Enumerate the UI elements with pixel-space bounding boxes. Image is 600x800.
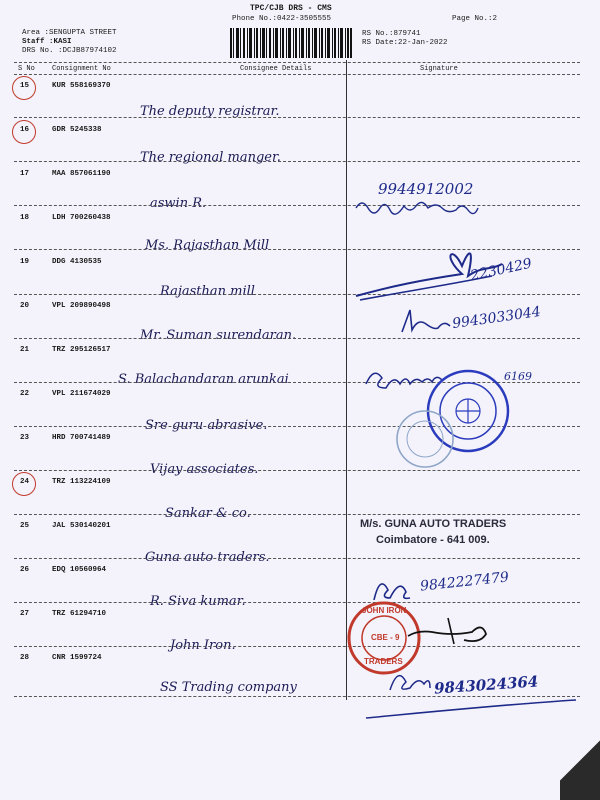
- row-sno: 27: [20, 610, 30, 618]
- signature-number: 9842227479: [419, 569, 510, 595]
- row-sno: 19: [20, 258, 30, 266]
- row-consignee: R. Siva kumar.: [150, 594, 246, 609]
- row-consignment: LDH 700260438: [52, 214, 111, 222]
- row-consignment: HRD 700741489: [52, 434, 111, 442]
- signature-scribble: [404, 614, 500, 650]
- row-sno: 17: [20, 170, 30, 178]
- row-consignee: John Iron.: [170, 638, 236, 653]
- signature-number: 9843024364: [433, 672, 539, 698]
- row-consignee: Sankar & co.: [165, 506, 251, 521]
- drs-number: DRS No. :DCJB87974102: [22, 47, 117, 55]
- header-rule-top: [14, 62, 580, 63]
- row-sno: 15: [20, 82, 30, 90]
- row-consignment: VPL 209890498: [52, 302, 111, 310]
- john-stamp-mid: CBE - 9: [371, 633, 400, 642]
- col-consignee: Consignee Details: [240, 65, 312, 73]
- row-consignment: VPL 211674029: [52, 390, 111, 398]
- rs-date: RS Date:22-Jan-2022: [362, 39, 448, 47]
- page-corner-shadow: [560, 740, 600, 800]
- col-sno: S No: [18, 65, 35, 73]
- row-rule: [14, 338, 580, 339]
- staff-label: Staff :KASI: [22, 38, 72, 46]
- row-consignee: S. Balachandaran arunkai: [118, 372, 289, 387]
- col-consignment: Consignment No: [52, 65, 111, 73]
- row-sno: 23: [20, 434, 30, 442]
- row-sno: 16: [20, 126, 30, 134]
- col-signature: Signature: [420, 65, 458, 73]
- row-consignee: Sre guru abrasive.: [145, 418, 268, 433]
- john-stamp-top: JOHN IRON: [362, 606, 407, 615]
- area-label: Area :SENGUPTA STREET: [22, 29, 117, 37]
- red-circle-mark: [12, 76, 36, 100]
- row-consignee: Guna auto traders.: [145, 550, 270, 565]
- row-consignee: The regional manger.: [140, 150, 281, 165]
- row-consignment: KUR 558169370: [52, 82, 111, 90]
- row-consignment: TRZ 113224109: [52, 478, 111, 486]
- row-sno: 22: [20, 390, 30, 398]
- signature-scribble: [398, 306, 458, 336]
- signature-scribble: [352, 236, 582, 304]
- guna-stamp-city: Coimbatore - 641 009.: [376, 534, 490, 546]
- rs-number: RS No.:879741: [362, 30, 421, 38]
- row-consignment: TRZ 295126517: [52, 346, 111, 354]
- guna-stamp-name: M/s. GUNA AUTO TRADERS: [360, 518, 507, 530]
- red-circle-mark: [12, 120, 36, 144]
- row-sno: 18: [20, 214, 30, 222]
- row-consignment: CNR 1599724: [52, 654, 102, 662]
- signature-scribble: [386, 660, 432, 696]
- row-sno: 21: [20, 346, 30, 354]
- row-consignee: Rajasthan mill: [160, 284, 255, 299]
- row-rule: [14, 696, 580, 697]
- tamil-signature: [352, 196, 502, 218]
- row-consignee: The deputy registrar.: [140, 104, 280, 119]
- row-sno: 28: [20, 654, 30, 662]
- row-rule: [14, 602, 580, 603]
- row-rule: [14, 558, 580, 559]
- john-stamp-bottom: TRADERS: [364, 657, 403, 666]
- row-consignee: aswin R.: [150, 196, 207, 211]
- row-sno: 25: [20, 522, 30, 530]
- row-rule: [14, 161, 580, 162]
- red-circle-mark: [12, 472, 36, 496]
- row-consignment: DDG 4130535: [52, 258, 102, 266]
- row-consignee: Mr. Suman surendaran.: [140, 328, 297, 343]
- row-consignment: EDQ 10560964: [52, 566, 107, 574]
- barcode: [230, 28, 352, 58]
- row-consignee: Vijay associates.: [150, 462, 259, 477]
- row-consignee: Ms. Rajasthan Mill: [145, 238, 270, 253]
- signature-underline: [360, 698, 582, 724]
- page-number: Page No.:2: [452, 15, 498, 23]
- signature-number: 9943033044: [451, 303, 542, 333]
- row-consignment: JAL 530140201: [52, 522, 111, 530]
- row-sno: 20: [20, 302, 30, 310]
- row-rule: [14, 514, 580, 515]
- signature-number: 9944912002: [378, 180, 474, 198]
- signature-number: 2230429: [469, 255, 534, 285]
- header-rule-bottom: [14, 74, 580, 75]
- row-sno: 24: [20, 478, 30, 486]
- row-consignment: GDR 5245338: [52, 126, 102, 134]
- phone-number: Phone No.:0422-3505555: [232, 15, 332, 23]
- row-rule: [14, 470, 580, 471]
- sheet-title: TPC/CJB DRS - CMS: [250, 4, 332, 13]
- row-sno: 26: [20, 566, 30, 574]
- row-consignee: SS Trading company: [160, 680, 297, 695]
- row-consignment: TRZ 61294710: [52, 610, 107, 618]
- row-rule: [14, 117, 580, 118]
- signature-number: 6169: [504, 370, 532, 383]
- row-consignment: MAA 857061190: [52, 170, 111, 178]
- faint-round-stamp: [394, 408, 456, 470]
